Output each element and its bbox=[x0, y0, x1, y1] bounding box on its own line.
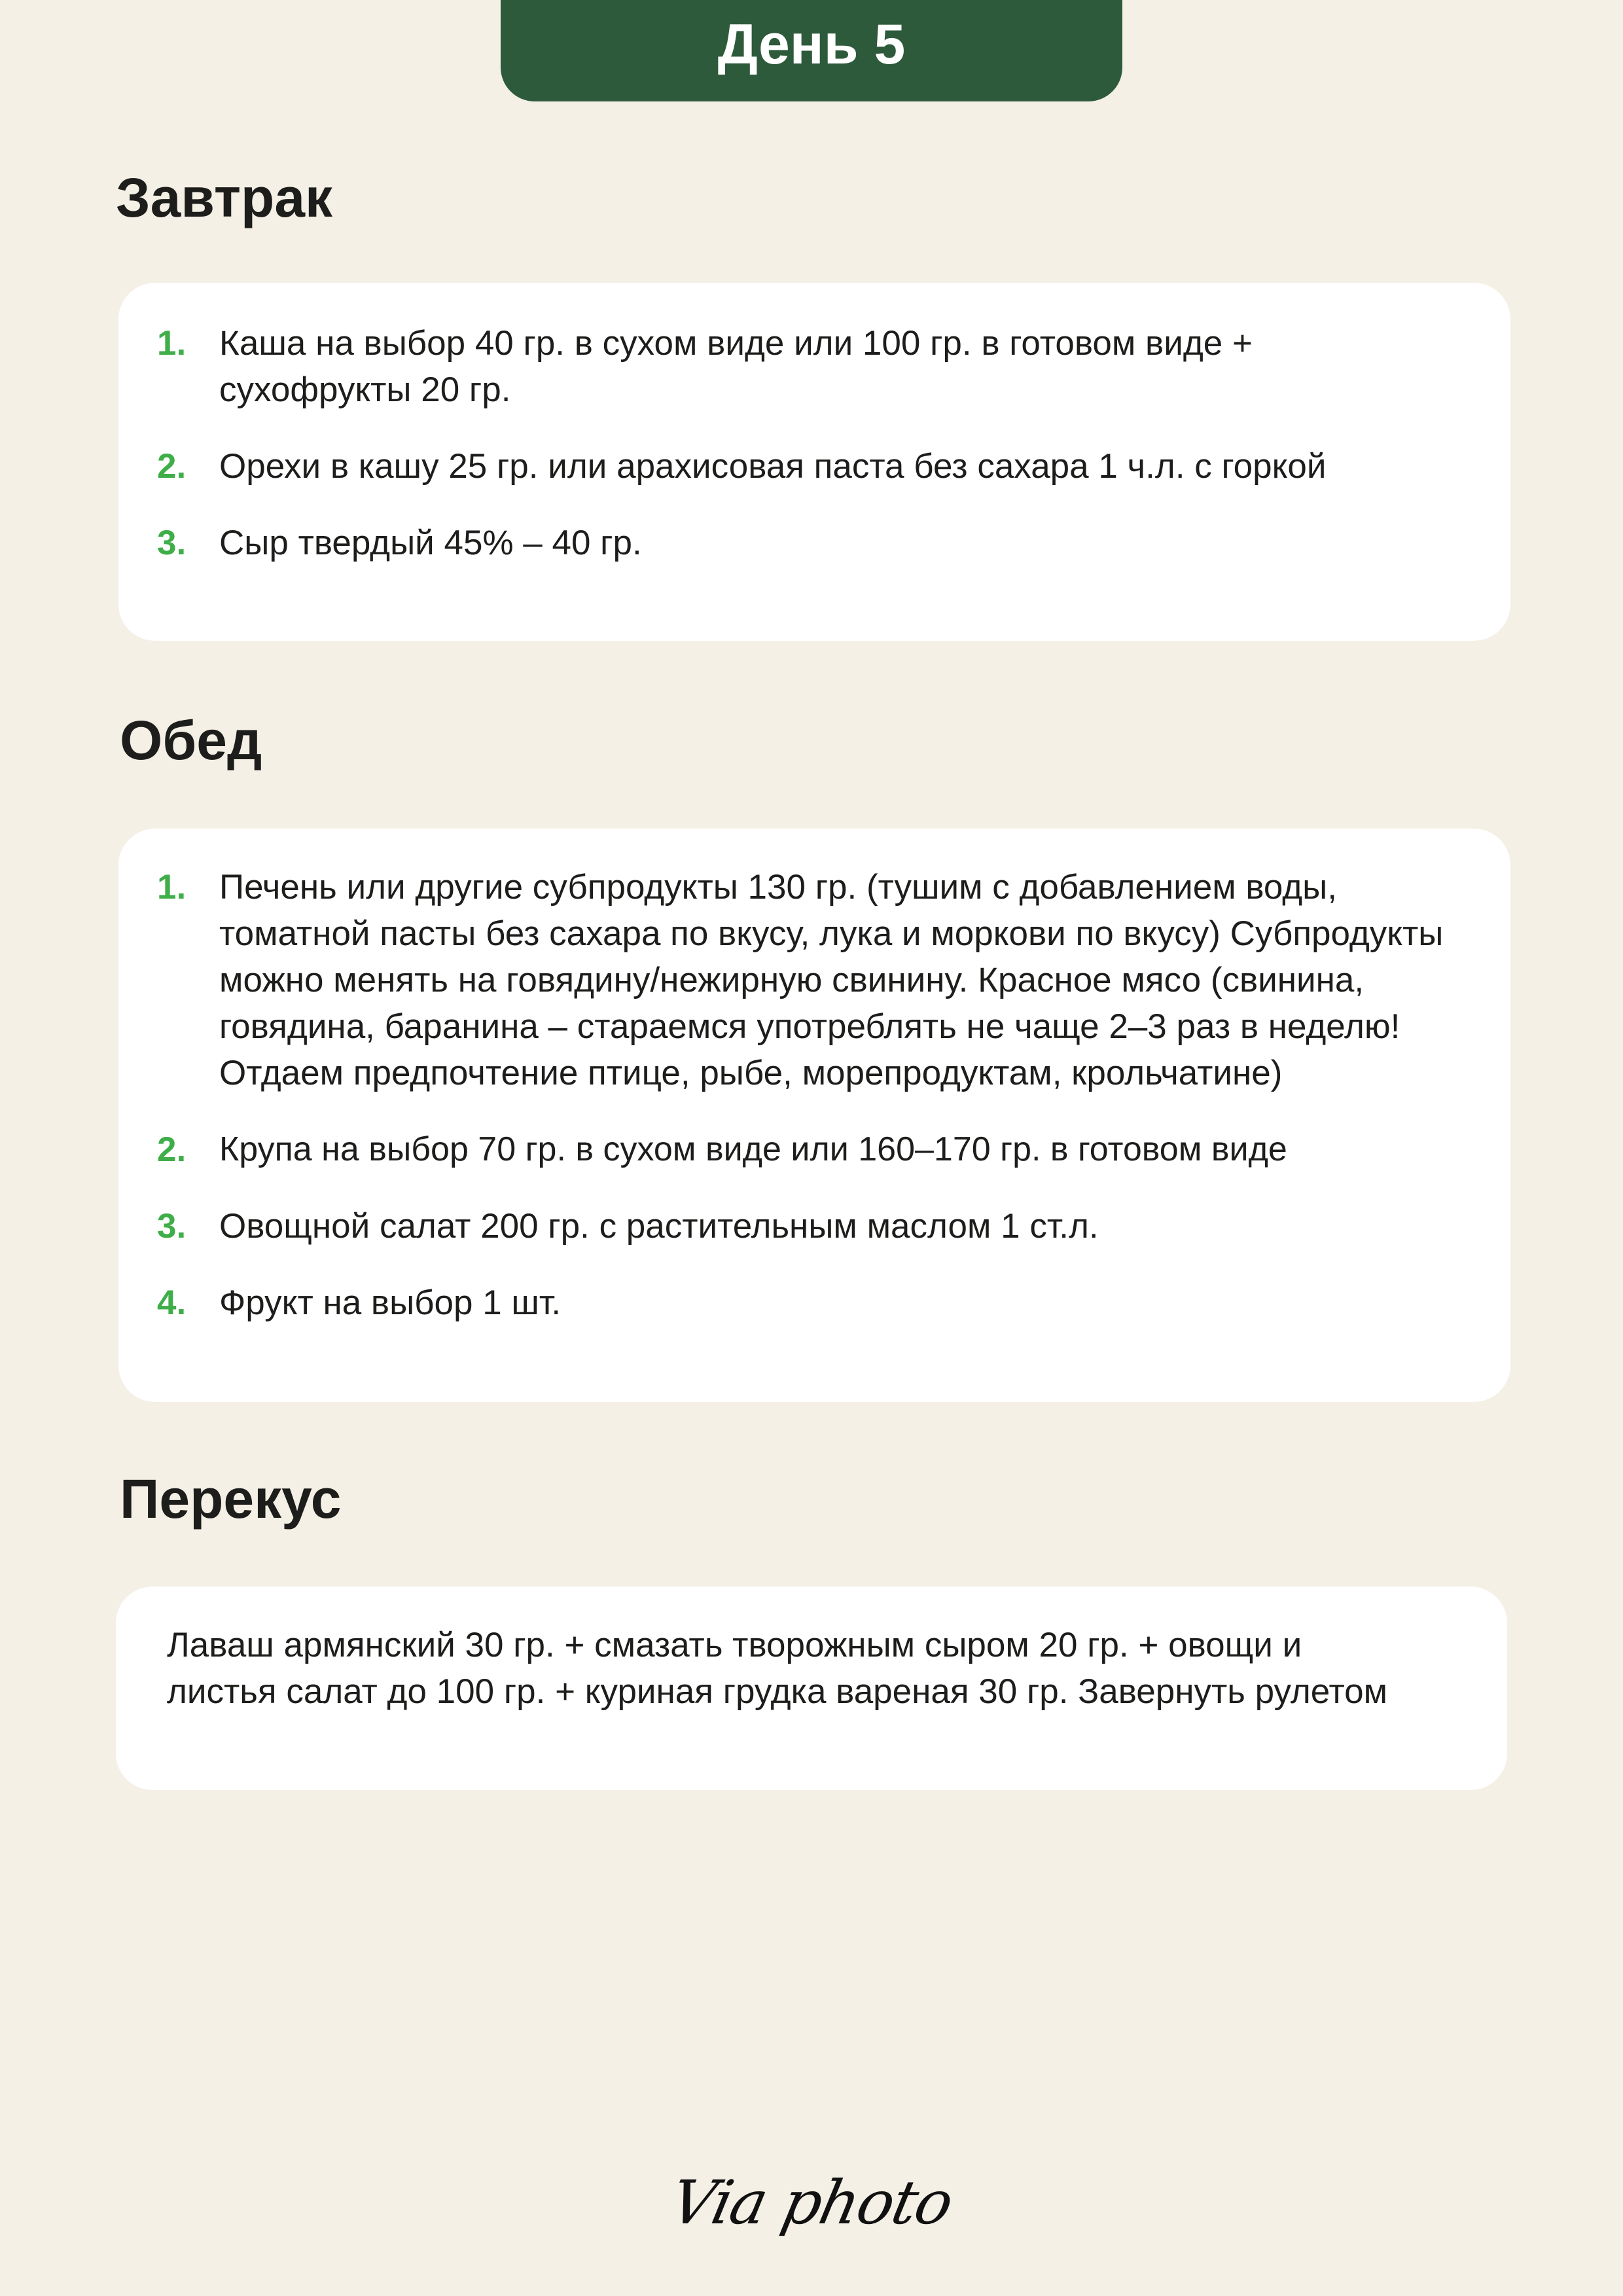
item-number: 2. bbox=[157, 447, 187, 486]
day-title: День 5 bbox=[717, 13, 906, 76]
list-item bbox=[157, 1126, 1484, 1173]
item-text: Печень или другие субпродукты 130 гр. (тушим с добавлением воды, томатной пасты без сахара по вкусу, лука и моркови по вкусу) Субпродукты можно менять на говядину/нежирную свинину. Красное мясо (свинина, говядина, баранина – стараемся употреблять не чаще 2–3 раз в неделю! Отдаем предпочтение птице, рыбе, морепродуктам, крольчатине) bbox=[219, 868, 1444, 1092]
list-item bbox=[157, 520, 1432, 566]
day-header-tab bbox=[501, 0, 1122, 101]
item-text: Овощной салат 200 гр. с растительным маслом 1 ст.л. bbox=[219, 1207, 1099, 1246]
list-item bbox=[157, 1280, 1484, 1326]
item-text: Каша на выбор 40 гр. в сухом виде или 100 гр. в готовом виде + сухофрукты 20 гр. bbox=[219, 324, 1253, 409]
item-number: 4. bbox=[157, 1283, 187, 1322]
snack-card bbox=[116, 1587, 1507, 1790]
item-number: 2. bbox=[157, 1130, 187, 1169]
item-number: 1. bbox=[157, 868, 187, 906]
snack-heading: Перекус bbox=[120, 1468, 342, 1530]
lunch-card bbox=[118, 829, 1510, 1402]
breakfast-card bbox=[118, 283, 1510, 641]
list-item bbox=[157, 443, 1432, 490]
list-item bbox=[157, 1203, 1484, 1249]
snack-text: Лаваш армянский 30 гр. + смазать творожным сыром 20 гр. + овощи и листья салат до 100 гр. + куриная грудка вареная 30 гр. Завернуть рулетом bbox=[167, 1626, 1388, 1711]
list-item bbox=[157, 320, 1432, 413]
item-text: Сыр твердый 45% – 40 гр. bbox=[219, 524, 642, 562]
list-item bbox=[157, 864, 1484, 1096]
item-text: Фрукт на выбор 1 шт. bbox=[219, 1283, 562, 1322]
item-number: 3. bbox=[157, 524, 187, 562]
breakfast-heading: Завтрак bbox=[116, 167, 333, 228]
item-number: 3. bbox=[157, 1207, 187, 1246]
signature-logo: Via photo bbox=[664, 2167, 959, 2238]
item-text: Крупа на выбор 70 гр. в сухом виде или 160–170 гр. в готовом виде bbox=[219, 1130, 1287, 1168]
item-text: Орехи в кашу 25 гр. или арахисовая паста без сахара 1 ч.л. с горкой bbox=[219, 447, 1327, 486]
lunch-heading: Обед bbox=[120, 709, 262, 771]
item-number: 1. bbox=[157, 324, 187, 363]
